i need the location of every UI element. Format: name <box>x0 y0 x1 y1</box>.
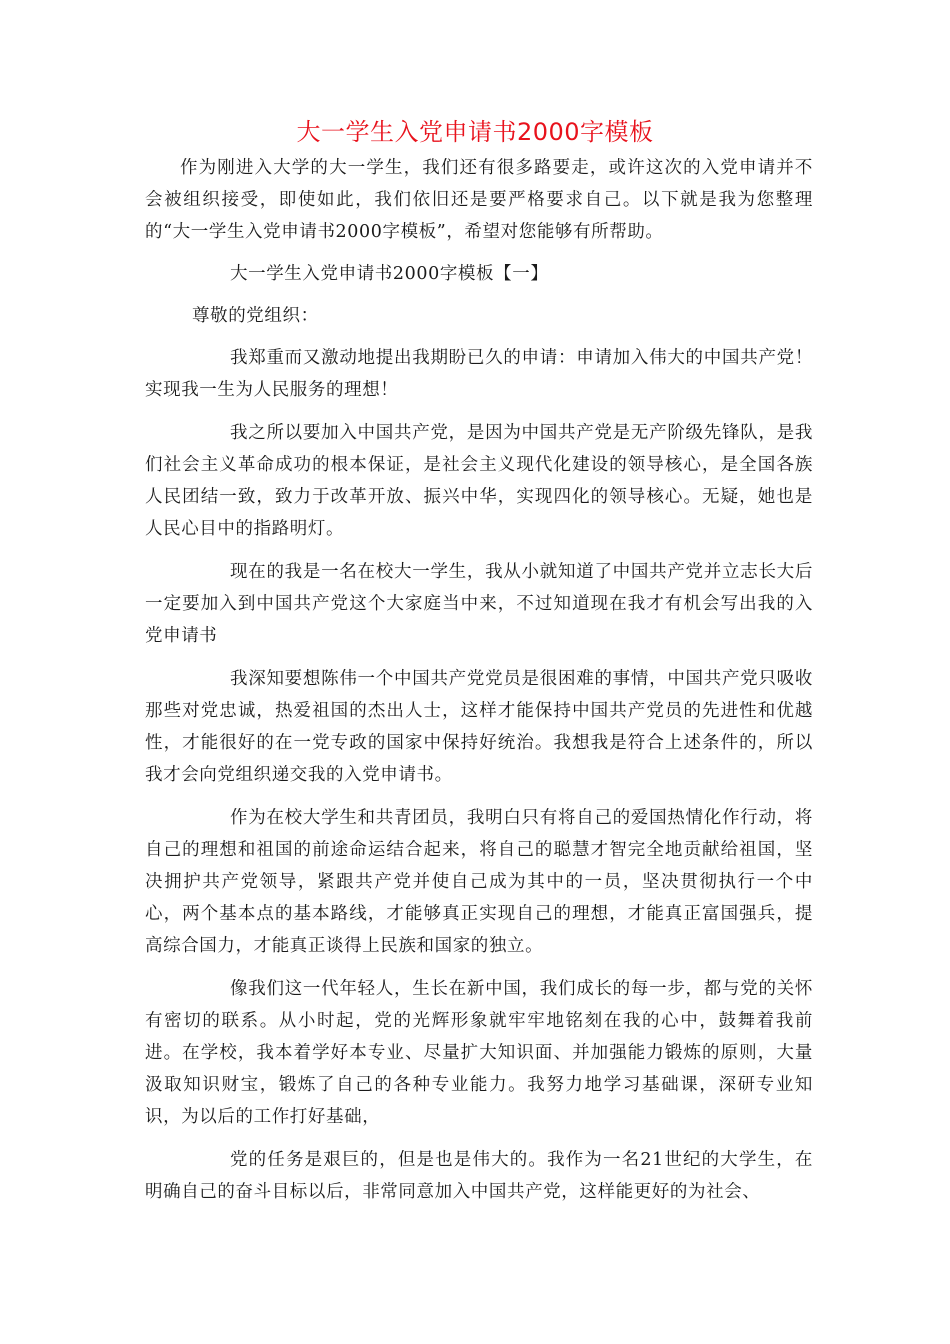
intro-paragraph: 作为刚进入大学的大一学生，我们还有很多路要走，或许这次的入党申请并不会被组织接受，即使如此，我们依旧还是要严格要求自己。以下就是我为您整理的“大一学生入党申请书2000字模板”，希望对您能够有所帮助。 <box>145 158 813 242</box>
body-paragraph: 我之所以要加入中国共产党，是因为中国共产党是无产阶级先锋队，是我们社会主义革命成功的根本保证，是社会主义现代化建设的领导核心，是全国各族人民团结一致，致力于改革开放、振兴中华，实现四化的领导核心。无疑，她也是人民心目中的指路明灯。 <box>145 423 813 539</box>
document-title: 大一学生入党申请书2000字模板 <box>296 118 654 146</box>
body-paragraph: 我郑重而又激动地提出我期盼已久的申请：申请加入伟大的中国共产党！实现我一生为人民服务的理想！ <box>145 348 813 400</box>
salutation: 尊敬的党组织： <box>192 306 319 326</box>
body-paragraph: 像我们这一代年轻人，生长在新中国，我们成长的每一步，都与党的关怀有密切的联系。从小时起，党的光辉形象就牢牢地铭刻在我的心中，鼓舞着我前进。在学校，我本着学好本专业、尽量扩大知识面、并加强能力锻炼的原则，大量汲取知识财宝，锻炼了自己的各种专业能力。我努力地学习基础课，深研专业知识，为以后的工作打好基础， <box>145 979 813 1127</box>
body-paragraph: 现在的我是一名在校大一学生，我从小就知道了中国共产党并立志长大后一定要加入到中国共产党这个大家庭当中来，不过知道现在我才有机会写出我的入党申请书 <box>145 562 813 646</box>
body-paragraph: 作为在校大学生和共青团员，我明白只有将自己的爱国热情化作行动，将自己的理想和祖国的前途命运结合起来，将自己的聪慧才智完全地贡献给祖国，坚决拥护共产党领导，紧跟共产党并使自己成为其中的一员，坚决贯彻执行一个中心，两个基本点的基本路线，才能够真正实现自己的理想，才能真正富国强兵，提高综合国力，才能真正谈得上民族和国家的独立。 <box>145 808 813 956</box>
section-heading: 大一学生入党申请书2000字模板【一】 <box>230 264 549 284</box>
body-paragraph: 党的任务是艰巨的，但是也是伟大的。我作为一名21世纪的大学生，在明确自己的奋斗目标以后，非常同意加入中国共产党，这样能更好的为社会、 <box>145 1150 813 1202</box>
body-paragraph: 我深知要想陈伟一个中国共产党党员是很困难的事情，中国共产党只吸收那些对党忠诚，热爱祖国的杰出人士，这样才能保持中国共产党员的先进性和优越性，才能很好的在一党专政的国家中保持好统治。我想我是符合上述条件的，所以我才会向党组织递交我的入党申请书。 <box>145 669 813 785</box>
document-body <box>145 152 813 1219</box>
